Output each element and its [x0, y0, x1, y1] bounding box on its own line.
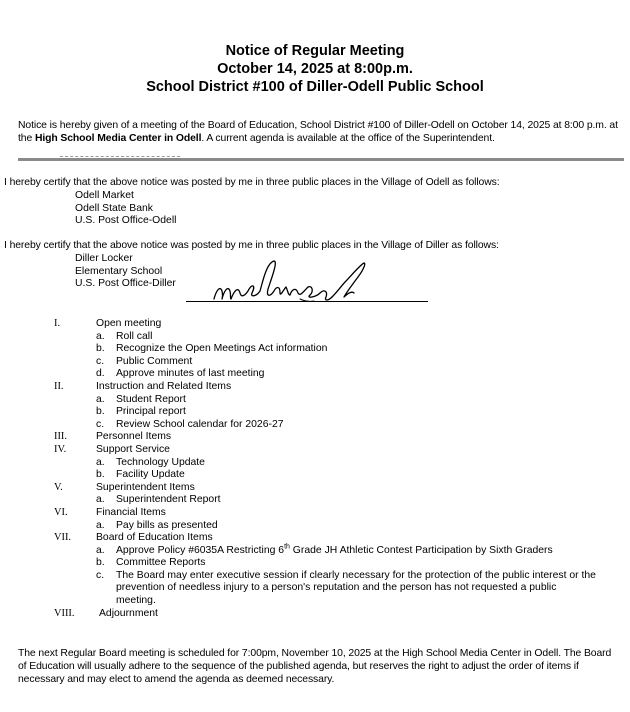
signature-line — [186, 301, 428, 302]
agenda-item — [0, 343, 630, 356]
agenda-section — [0, 318, 630, 331]
section-numeral: VI. — [54, 506, 68, 518]
item-letter: b. — [96, 343, 105, 355]
diller-place: U.S. Post Office-Diller — [75, 278, 176, 289]
agenda-item — [0, 545, 630, 558]
section-numeral: VII. — [54, 532, 72, 544]
agenda-item — [0, 419, 630, 432]
item-text: Review School calendar for 2026-27 — [116, 418, 284, 430]
item-text: Technology Update — [116, 456, 205, 468]
item-text: Student Report — [116, 393, 186, 405]
item-letter: a. — [96, 494, 105, 506]
agenda-item — [0, 557, 630, 570]
section-numeral: IV. — [54, 443, 67, 455]
district-name: School District #100 of Diller-Odell Public School — [146, 79, 484, 95]
item-letter: c. — [96, 418, 105, 430]
item-letter: a. — [96, 330, 105, 342]
odell-place: Odell State Bank — [75, 202, 153, 214]
diller-place: Diller Locker — [75, 253, 133, 264]
section-title: Adjournment — [99, 607, 158, 619]
signature — [200, 255, 420, 305]
certify-diller-text: I hereby certify that the above notice was posted by me in three public places in the Village of Diller as follows: — [4, 240, 499, 251]
odell-place: U.S. Post Office-Odell — [75, 215, 177, 226]
item-text: Superintendent Report — [116, 494, 221, 506]
ordinal-suffix: th — [284, 543, 290, 551]
section-title: Board of Education Items — [96, 532, 213, 544]
notice-suffix: . A current agenda is available at the office of the Superintendent. — [201, 132, 495, 144]
item-text: Roll call — [116, 330, 153, 342]
agenda-item — [0, 494, 630, 507]
divider-dashed — [60, 156, 180, 157]
section-title: Open meeting — [96, 318, 162, 329]
section-numeral: II. — [54, 380, 64, 392]
section-numeral: III. — [54, 431, 67, 443]
item-text: The Board may enter executive session if clearly necessary for the protection of the public interest or the prevention of needless injury to a person's reputation and the person has not requested a public meeting. — [116, 569, 596, 607]
item-letter: a. — [96, 519, 105, 531]
item-text: Principal report — [116, 406, 186, 418]
meeting-date: October 14, 2025 at 8:00p.m. — [217, 61, 413, 77]
agenda-item — [0, 356, 630, 369]
notice-title: Notice of Regular Meeting — [225, 43, 405, 59]
section-numeral: I. — [54, 318, 61, 329]
agenda-list — [0, 318, 630, 620]
agenda-item — [0, 457, 630, 470]
section-title: Support Service — [96, 443, 170, 455]
item-letter: b. — [96, 406, 105, 418]
section-title: Superintendent Items — [96, 481, 195, 493]
notice-paragraph — [18, 120, 618, 146]
item-letter: d. — [96, 368, 105, 380]
agenda-item — [0, 368, 630, 381]
agenda-section — [0, 381, 630, 394]
item-text: Facility Update — [116, 469, 185, 481]
item-letter: b. — [96, 557, 105, 569]
item-text-part: Approve Policy #6035A Restricting 6 — [116, 544, 285, 556]
item-text: Recognize the Open Meetings Act information — [116, 343, 328, 355]
section-title: Instruction and Related Items — [96, 380, 232, 392]
item-letter: a. — [96, 544, 105, 556]
agenda-section — [0, 444, 630, 457]
section-title: Financial Items — [96, 506, 166, 518]
item-text — [116, 545, 596, 558]
agenda-item — [0, 469, 630, 482]
agenda-item — [0, 331, 630, 344]
item-letter: a. — [96, 393, 105, 405]
item-text-part: Grade JH Athletic Contest Participation by Sixth Graders — [289, 544, 553, 556]
agenda-section — [0, 507, 630, 520]
section-numeral: VIII. — [54, 607, 75, 619]
agenda-section — [0, 532, 630, 545]
agenda-item — [0, 394, 630, 407]
section-numeral: V. — [54, 481, 63, 493]
agenda-item — [0, 406, 630, 419]
agenda-section — [0, 431, 630, 444]
divider-rule — [18, 158, 624, 161]
agenda-item — [0, 570, 630, 608]
item-text: Pay bills as presented — [116, 519, 218, 531]
notice-prefix: Notice is hereby given of a meeting of the Board of Education, School District #100 of Diller-Odell on October 14, 2025 at 8:00 p.m. at the — [18, 120, 618, 144]
agenda-section — [0, 608, 630, 621]
item-letter: b. — [96, 469, 105, 481]
item-text: Public Comment — [116, 355, 193, 367]
notice-location: High School Media Center in Odell — [34, 132, 202, 144]
item-letter: a. — [96, 456, 105, 468]
item-letter: c. — [96, 569, 105, 581]
agenda-item — [0, 520, 630, 533]
section-title: Personnel Items — [96, 431, 172, 443]
agenda-section — [0, 482, 630, 495]
odell-place: Odell Market — [75, 190, 134, 201]
item-letter: c. — [96, 355, 105, 367]
item-text: Committee Reports — [116, 557, 206, 569]
certify-odell-text: I hereby certify that the above notice was posted by me in three public places in the Village of Odell as follows: — [4, 177, 500, 188]
footer-paragraph: The next Regular Board meeting is scheduled for 7:00pm, November 10, 2025 at the High School Media Center in Odell. The Board of Education will usually adhere to the sequence of the published agenda, but reserves the right to adjust the order of items if necessary and may elect to amend the agenda as deemed necessary. — [18, 648, 612, 685]
diller-place: Elementary School — [75, 265, 163, 277]
item-text: Approve minutes of last meeting — [116, 368, 265, 380]
